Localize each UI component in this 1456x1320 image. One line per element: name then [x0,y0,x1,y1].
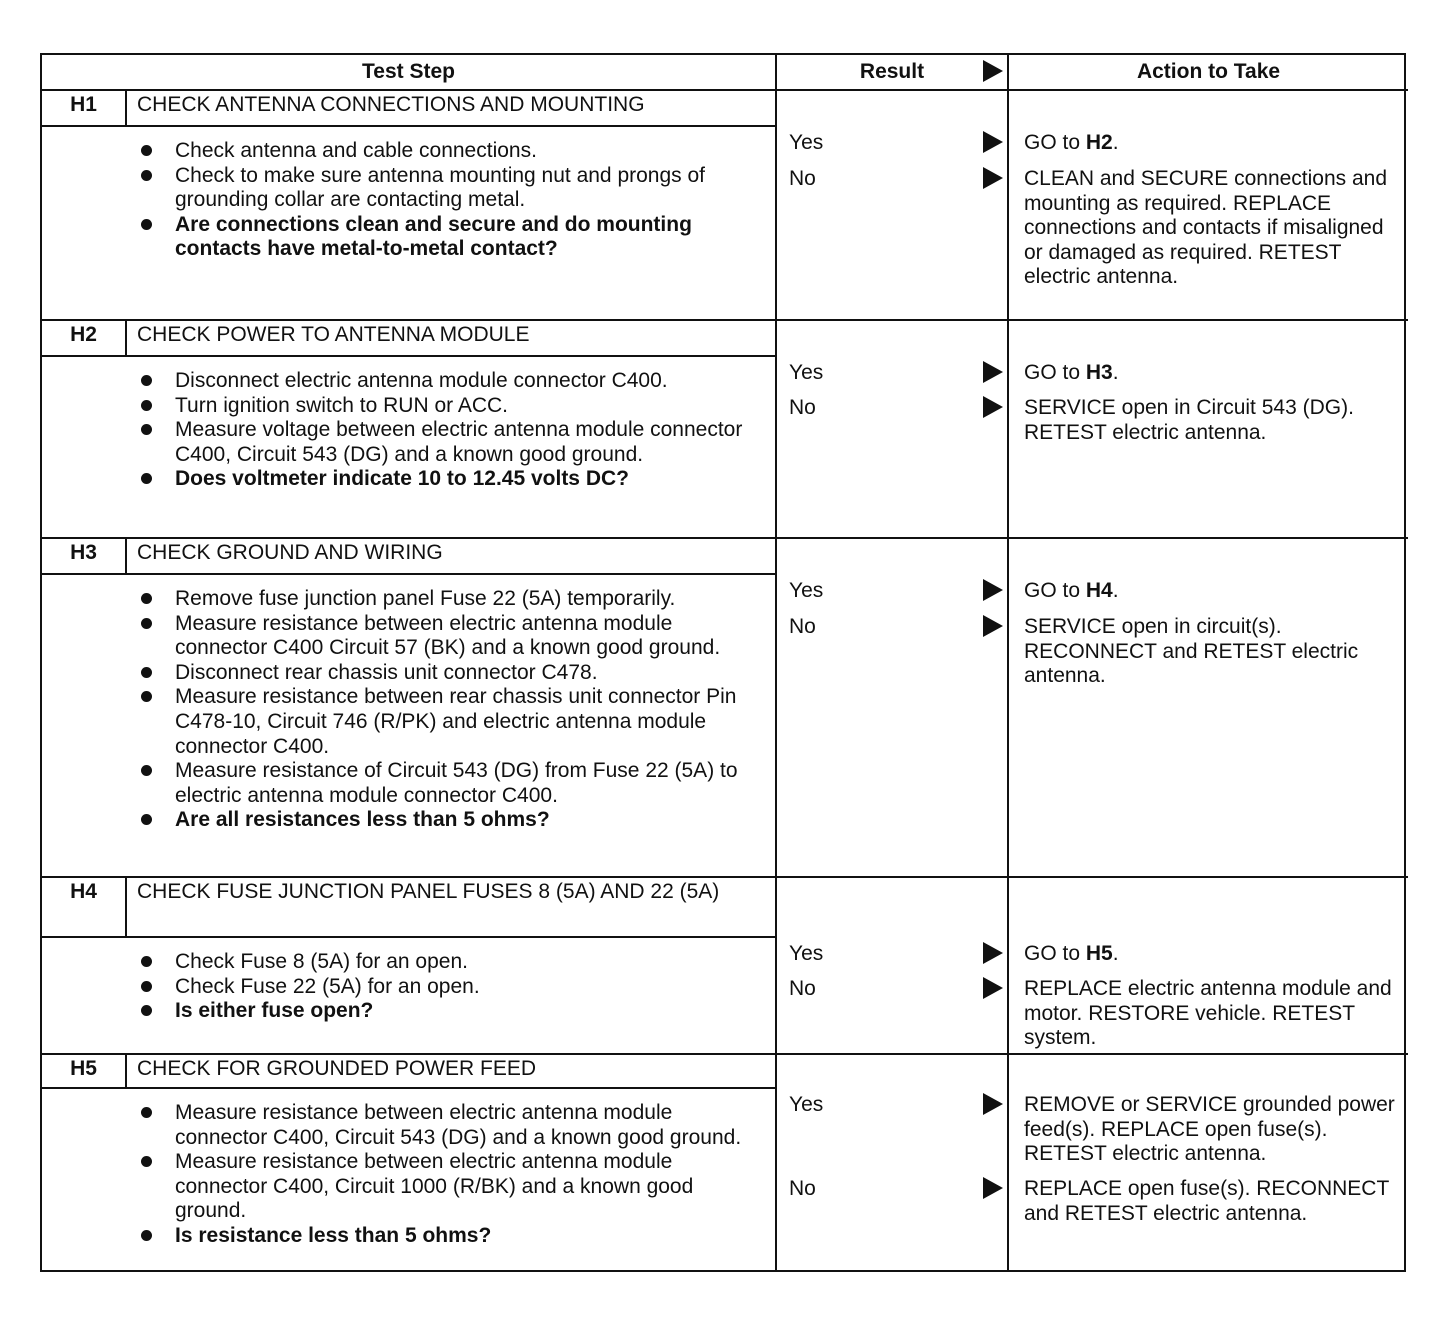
action-text: GO to [1024,131,1086,154]
action-cell-h1 [1007,91,1408,321]
step-ref: H4 [1085,579,1113,602]
yes-label: Yes [789,942,824,965]
list-item: Measure voltage between electric antenna module connector C400, Circuit 543 (DG) and a known good ground. [137,418,755,467]
no-label: No [789,396,816,419]
no-label: No [789,615,816,638]
step-id-h1: H1 [42,91,127,127]
action-no-h1: CLEAN and SECURE connections and mounting as required. REPLACE connections and contacts if misaligned or damaged as required. RETEST electric antenna. [1024,167,1388,289]
list-item: Measure resistance between electric antenna module connector C400 Circuit 57 (BK) and a known good ground. [137,612,755,661]
action-yes-h4 [1024,942,1402,967]
step-ref: H2 [1085,131,1113,154]
step-id-h4: H4 [42,878,127,938]
action-no-h3: SERVICE open in circuit(s). RECONNECT and RETEST electric antenna. [1024,615,1359,688]
arrow-right-icon [983,977,1003,999]
list-item: Check to make sure antenna mounting nut and prongs of grounding collar are contacting metal. [137,164,755,213]
action-no-h2: SERVICE open in Circuit 543 (DG). RETEST electric antenna. [1024,396,1354,444]
step-ref: H5 [1085,942,1113,965]
step-body-h2 [42,357,775,539]
list-item: Check antenna and cable connections. [137,139,755,164]
list-item: Turn ignition switch to RUN or ACC. [137,394,755,419]
result-cell-h3 [775,539,1007,878]
arrow-right-icon [983,131,1003,153]
step-ref: H3 [1085,361,1113,384]
action-text: GO to [1024,942,1086,965]
step-body-h5 [42,1089,775,1270]
step-question: Are connections clean and secure and do mounting contacts have metal-to-metal contact? [137,213,755,262]
step-title-h5: CHECK FOR GROUNDED POWER FEED [127,1055,775,1089]
arrow-right-icon [983,942,1003,964]
list-item: Disconnect electric antenna module connector C400. [137,369,755,394]
header-result [775,55,1007,91]
result-no-h1 [789,167,1007,192]
result-cell-h4 [775,878,1007,1055]
action-yes-h1 [1024,131,1402,156]
action-no-h5: REPLACE open fuse(s). RECONNECT and RETEST electric antenna. [1024,1177,1389,1225]
step-title-h2: CHECK POWER TO ANTENNA MODULE [127,321,775,357]
header-test-step: Test Step [42,55,775,91]
result-yes-h1 [789,131,1007,156]
arrow-right-icon [983,1177,1003,1199]
arrow-right-icon [983,167,1003,189]
arrow-right-icon [983,361,1003,383]
step-question: Does voltmeter indicate 10 to 12.45 volts DC? [137,467,755,492]
yes-label: Yes [789,361,824,384]
step-body-h1 [42,127,775,321]
step-id-h3: H3 [42,539,127,575]
result-no-h2 [789,396,1007,421]
step-question: Are all resistances less than 5 ohms? [137,808,755,833]
action-text: . [1112,942,1119,965]
step-title-h4: CHECK FUSE JUNCTION PANEL FUSES 8 (5A) AND 22 (5A) [127,878,775,938]
list-item: Measure resistance between electric antenna module connector C400, Circuit 543 (DG) and a known good ground. [137,1101,755,1150]
no-label: No [789,977,816,1000]
step-id-h5: H5 [42,1055,127,1089]
no-label: No [789,1177,816,1200]
header-action: Action to Take [1007,55,1408,91]
list-item: Measure resistance between rear chassis unit connector Pin C478-10, Circuit 746 (R/PK) and electric antenna module connector C400. [137,685,755,759]
action-cell-h5 [1007,1055,1408,1270]
action-text: REMOVE or SERVICE grounded power feed(s). REPLACE open fuse(s). RETEST electric antenna. [1024,1093,1395,1166]
arrow-right-icon [983,579,1003,601]
step-question: Is either fuse open? [137,999,755,1024]
result-yes-h4 [789,942,1007,967]
step-body-h4 [42,938,775,1055]
step-body-h3 [42,575,775,878]
result-no-h4 [789,977,1007,1002]
yes-label: Yes [789,579,824,602]
list-item: Check Fuse 22 (5A) for an open. [137,975,755,1000]
action-yes-h2 [1024,361,1402,386]
step-title-h1: CHECK ANTENNA CONNECTIONS AND MOUNTING [127,91,775,127]
list-item: Measure resistance between electric antenna module connector C400, Circuit 1000 (R/BK) and a known good ground. [137,1150,755,1224]
arrow-right-icon [983,1093,1003,1115]
action-cell-h3 [1007,539,1408,878]
action-yes-h5 [1024,1093,1402,1167]
result-cell-h2 [775,321,1007,539]
action-text: GO to [1024,579,1086,602]
result-no-h5 [789,1177,1007,1202]
yes-label: Yes [789,1093,824,1116]
action-text: . [1112,361,1119,384]
action-no-h4: REPLACE electric antenna module and motor. RESTORE vehicle. RETEST system. [1024,977,1392,1050]
step-id-h2: H2 [42,321,127,357]
result-no-h3 [789,615,1007,640]
result-yes-h3 [789,579,1007,604]
no-label: No [789,167,816,190]
arrow-right-icon [983,60,1003,82]
step-title-h3: CHECK GROUND AND WIRING [127,539,775,575]
arrow-right-icon [983,396,1003,418]
action-text: . [1112,131,1119,154]
action-text: GO to [1024,361,1086,384]
action-cell-h2 [1007,321,1408,539]
yes-label: Yes [789,131,824,154]
step-question: Is resistance less than 5 ohms? [137,1224,755,1249]
header-result-label: Result [859,59,925,83]
result-cell-h1 [775,91,1007,321]
list-item: Disconnect rear chassis unit connector C478. [137,661,755,686]
action-cell-h4 [1007,878,1408,1055]
list-item: Measure resistance of Circuit 543 (DG) from Fuse 22 (5A) to electric antenna module connector C400. [137,759,755,808]
result-yes-h2 [789,361,1007,386]
diagnostic-table [40,53,1406,1272]
action-yes-h3 [1024,579,1402,604]
action-text: . [1112,579,1119,602]
result-yes-h5 [789,1093,1007,1118]
list-item: Check Fuse 8 (5A) for an open. [137,950,755,975]
list-item: Remove fuse junction panel Fuse 22 (5A) temporarily. [137,587,755,612]
arrow-right-icon [983,615,1003,637]
result-cell-h5 [775,1055,1007,1270]
